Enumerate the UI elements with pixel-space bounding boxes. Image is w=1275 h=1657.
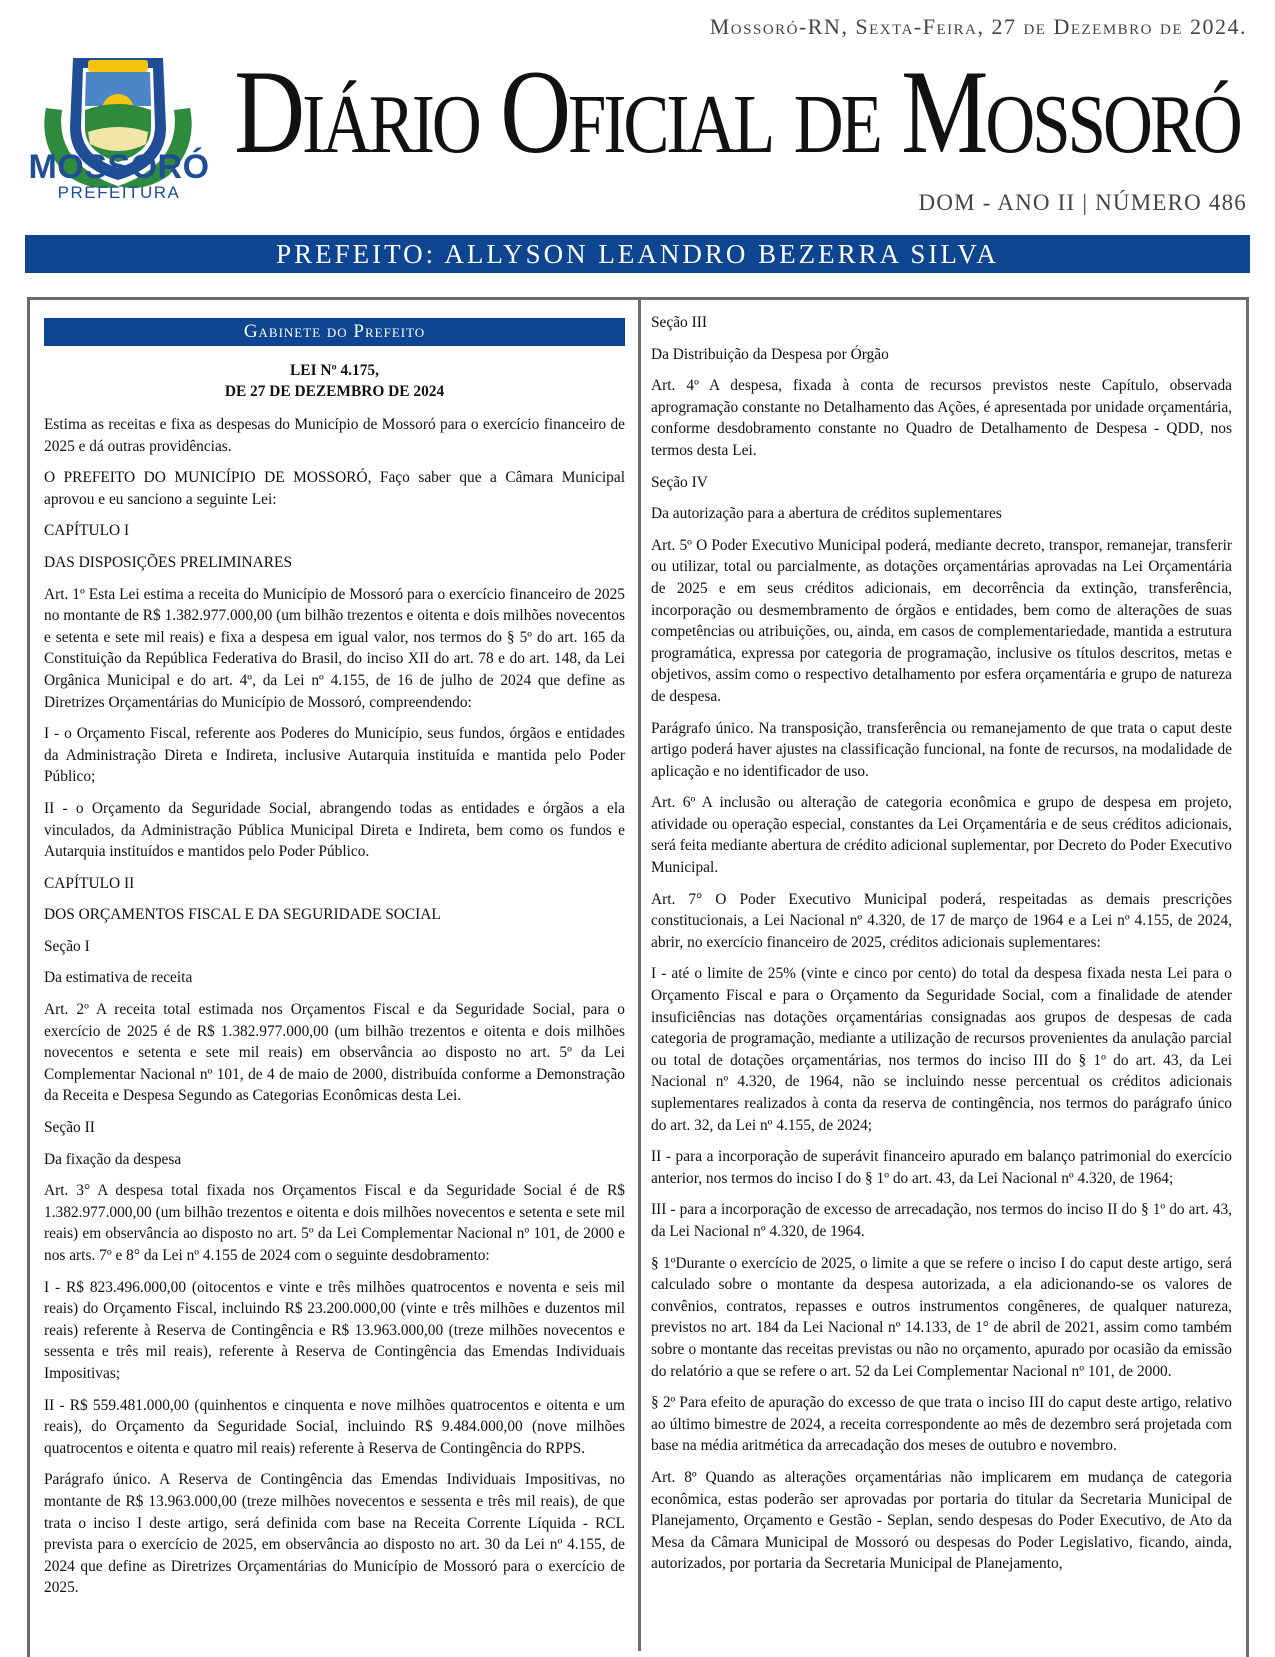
masthead-title: Diário Oficial de Mossoró [234,47,1240,180]
chapter-heading: CAPÍTULO I [44,522,130,540]
section-heading: Seção III [651,314,707,331]
chapter-heading: CAPÍTULO II [44,874,135,892]
paragraph: II - para a incorporação de superávit financeiro apurado em balanço patrimonial do exercício anterior, nos termos do inciso I do § 1º do art. 43, da Lei Nacional nº 4.320, de 1964; [651,1148,1232,1187]
article: Art. 2º A receita total estimada nos Orçamentos Fiscal e da Seguridade Social, para o exercício de 2025 é de R$ 1.382.977.000,00 (um bilhão trezentos e oitenta e dois milhões novecentos e setenta e sete mil reais) em observância ao disposto no art. 5º da Lei Complementar Nacional nº 101, de 4 de maio de 2000, distribuída conforme a Demonstração da Receita e Despesa Segundo as Categorias Econômicas desta Lei. [44,1001,625,1105]
paragraph: III - para a incorporação de excesso de arrecadação, nos termos do inciso II do § 1º do art. 43, da Lei Nacional nº 4.320, de 1964. [651,1201,1232,1240]
section-header: Gabinete do Prefeito [44,318,625,346]
chapter-title: DOS ORÇAMENTOS FISCAL E DA SEGURIDADE SOCIAL [44,906,441,924]
paragraph: I - o Orçamento Fiscal, referente aos Poderes do Município, seus fundos, órgãos e entidades da Administração Direta e Indireta, inclusive Autarquia instituída e mantida pelo Poder Público; [44,725,625,786]
article: Art. 5º O Poder Executivo Municipal poderá, mediante decreto, transpor, remanejar, transferir ou utilizar, total ou parcialmente, as dotações orçamentárias aprovadas na Lei Orçamentária de 2025 e em seus créditos adicionais, em decorrência da extinção, transferência, incorporação ou desmembramento de órgãos e entidades, bem como de alterações de suas competências ou atribuições, ou, ainda, em casos de complementariedade, mantida a estrutura programática, expressa por categoria de programação, inclusive os títulos descritos, metas e objetivos, assim como o respectivo detalhamento por esfera orçamentária e grupo de natureza de despesa. [651,536,1232,705]
paragraph: II - R$ 559.481.000,00 (quinhentos e cinquenta e nove milhões quatrocentos e oitenta e um reais), do Orçamento da Seguridade Social, incluindo R$ 9.484.000,00 (nove milhões quatrocentos e oitenta e quatro mil reais) referente à Reserva de Contingência do RPPS. [44,1396,625,1457]
section-title: Da fixação da despesa [44,1150,182,1168]
paragraph: I - R$ 823.496.000,00 (oitocentos e vinte e três milhões quatrocentos e noventa e seis mil reais) do Orçamento Fiscal, incluindo R$ 23.200.000,00 (vinte e três milhões e duzentos mil reais) referente à Reserva de Contingência e R$ 13.963.000,00 (treze milhões novecentos e sessenta e três mil reais), referente à Reserva de Contingência das Emendas Individuais Impositivas; [44,1278,625,1382]
law-number: LEI Nº 4.175, [290,362,379,379]
edition-info: DOM - ANO II | NÚMERO 486 [918,190,1247,215]
paragraph: I - até o limite de 25% (vinte e cinco por cento) do total da despesa fixada nesta Lei para o Orçamento Fiscal e para o Orçamento da Seguridade Social, com a finalidade de atender insuficiências nas dotações orçamentárias consignadas aos grupos de despesas de cada categoria de programação, mediante a utilização de recursos provenientes da anulação parcial ou total de dotações orçamentárias, nos termos do inciso III do § 1º do art. 43, da Lei Nacional nº 4.320, de 1964, não se incluindo nesse percentual os créditos adicionais suplementares realizados à conta da reserva de contingência, nos termos do parágrafo único do art. 32, da Lei nº 4.155, de 2024; [651,965,1232,1134]
article: Art. 3° A despesa total fixada nos Orçamentos Fiscal e da Seguridade Social é de R$ 1.382.977.000,00 (um bilhão trezentos e oitenta e dois milhões novecentos e setenta e sete mil reais) em observância ao disposto no art. 5º da Lei Complementar Nacional nº 101, de 2000 e nos arts. 7º e 8° da Lei nº 4.155 de 2024 com o seguinte desdobramento: [44,1182,625,1264]
section-title: Da estimativa de receita [44,969,193,987]
logo-wordmark [24,150,214,202]
section-heading: Seção I [44,937,90,955]
article: Art. 4º A despesa, fixada à conta de recursos previstos neste Capítulo, observada aprogramação constante no Detalhamento das Ações, é apresentada por unidade orçamentária, conforme desdobramento constante no Quadro de Detalhamento de Despesa - QDD, nos termos desta Lei. [651,377,1232,459]
paragraph: O PREFEITO DO MUNICÍPIO DE MOSSORÓ, Faço saber que a Câmara Municipal aprovou e eu sanciono a seguinte Lei: [44,469,625,508]
paragraph: Estima as receitas e fixa as despesas do Município de Mossoró para o exercício financeiro de 2025 e dá outras providências. [44,416,625,455]
paragraph: § 1ºDurante o exercício de 2025, o limite a que se refere o inciso I do caput deste artigo, será calculado sobre o montante da despesa autorizada, a ela adicionando-se os valores de convênios, contratos, repasses e outros instrumentos congêneres, de qualquer natureza, previstos no art. 184 da Lei Nacional nº 14.133, de 1° de abril de 2021, assim como também sobre o montante das receitas previstas ou não no orçamento, apurado por ocasião da emissão do relatório a que se refere o art. 52 da Lei Complementar Nacional nº 101, de 2000. [651,1254,1232,1380]
paragraph: Parágrafo único. A Reserva de Contingência das Emendas Individuais Impositivas, no montante de R$ 13.963.000,00 (treze milhões novecentos e sessenta e três mil reais), de que trata o inciso I deste artigo, será definida com base na Receita Corrente Líquida - RCL prevista para o exercício de 2025, em observância ao disposto no art. 30 da Lei nº 4.155, de 2024 que define as Diretrizes Orçamentárias do Município de Mossoró para o exercício de 2025. [44,1471,625,1597]
article: Art. 8º Quando as alterações orçamentárias não implicarem em mudança de categoria econômica, estas poderão ser aprovadas por portaria do titular da Secretaria Municipal de Planejamento, Orçamento e Gestão - Seplan, sendo despesas do Poder Executivo, de Ato da Mesa da Câmara Municipal de Mossoró ou despesas do Poder Legislativo, ficando, ainda, autorizados, por portaria da Secretaria Municipal de Planejamento, [651,1468,1232,1573]
section-heading: Seção IV [651,473,708,491]
section-heading: Seção II [44,1119,95,1137]
dateline: Mossoró-RN, Sexta-Feira, 27 de Dezembro de 2024. [709,14,1247,39]
logo-subtitle: PREFEITURA [57,183,181,202]
section-title: Da Distribuição da Despesa por Órgão [651,345,889,363]
left-column [44,318,625,1609]
law-date: DE 27 DE DEZEMBRO DE 2024 [224,383,445,400]
law-title [44,360,625,402]
chapter-title: DAS DISPOSIÇÕES PRELIMINARES [44,553,293,571]
paragraph: § 2º Para efeito de apuração do excesso de que trata o inciso III do caput deste artigo, relativo ao último bimestre de 2024, a receita correspondente ao mês de dezembro será projetada com base na média aritmética da arrecadação dos meses de outubro e novembro. [651,1394,1232,1455]
article: Art. 7° O Poder Executivo Municipal poderá, respeitadas as demais prescrições constitucionais, a Lei Nacional nº 4.320, de 17 de março de 1964 e a Lei nº 4.155, de 2024, abrir, no exercício financeiro de 2025, créditos adicionais suplementares: [651,890,1232,951]
column-divider [638,300,641,1651]
article: Art. 6º A inclusão ou alteração de categoria econômica e grupo de despesa em projeto, atividade ou operação especial, constantes da Lei Orçamentária e de seus créditos adicionais, será feita mediante abertura de crédito adicional suplementar, por Decreto do Poder Executivo Municipal. [651,794,1232,877]
paragraph: II - o Orçamento da Seguridade Social, abrangendo todas as entidades e órgãos a ela vinculados, da Administração Pública Municipal Direta e Indireta, bem como os fundos e Autarquia instituídos e mantidos pelo Poder Público. [44,799,625,861]
paragraph: Parágrafo único. Na transposição, transferência ou remanejamento de que trata o caput deste artigo poderá haver ajustes na classificação funcional, na fonte de recursos, na modalidade de aplicação e no identificador de uso. [651,719,1232,780]
right-column [651,312,1232,1585]
mayor-banner: PREFEITO: ALLYSON LEANDRO BEZERRA SILVA [25,235,1250,273]
logo-city-name: MOSSORÓ [28,148,210,186]
article: Art. 1º Esta Lei estima a receita do Município de Mossoró para o exercício financeiro de 2025 no montante de R$ 1.382.977.000,00 (um bilhão trezentos e oitenta e dois milhões novecentos e setenta e sete mil reais) e fixa a despesa em igual valor, nos termos do § 5º do art. 165 da Constituição da República Federativa do Brasil, do inciso XII do art. 78 e do art. 148, da Lei Orgânica Municipal e do art. 4º, da Lei nº 4.155, de 16 de julho de 2024 que define as Diretrizes Orçamentárias do Município de Mossoró, compreendendo: [44,585,625,711]
section-title: Da autorização para a abertura de créditos suplementares [651,505,1002,523]
